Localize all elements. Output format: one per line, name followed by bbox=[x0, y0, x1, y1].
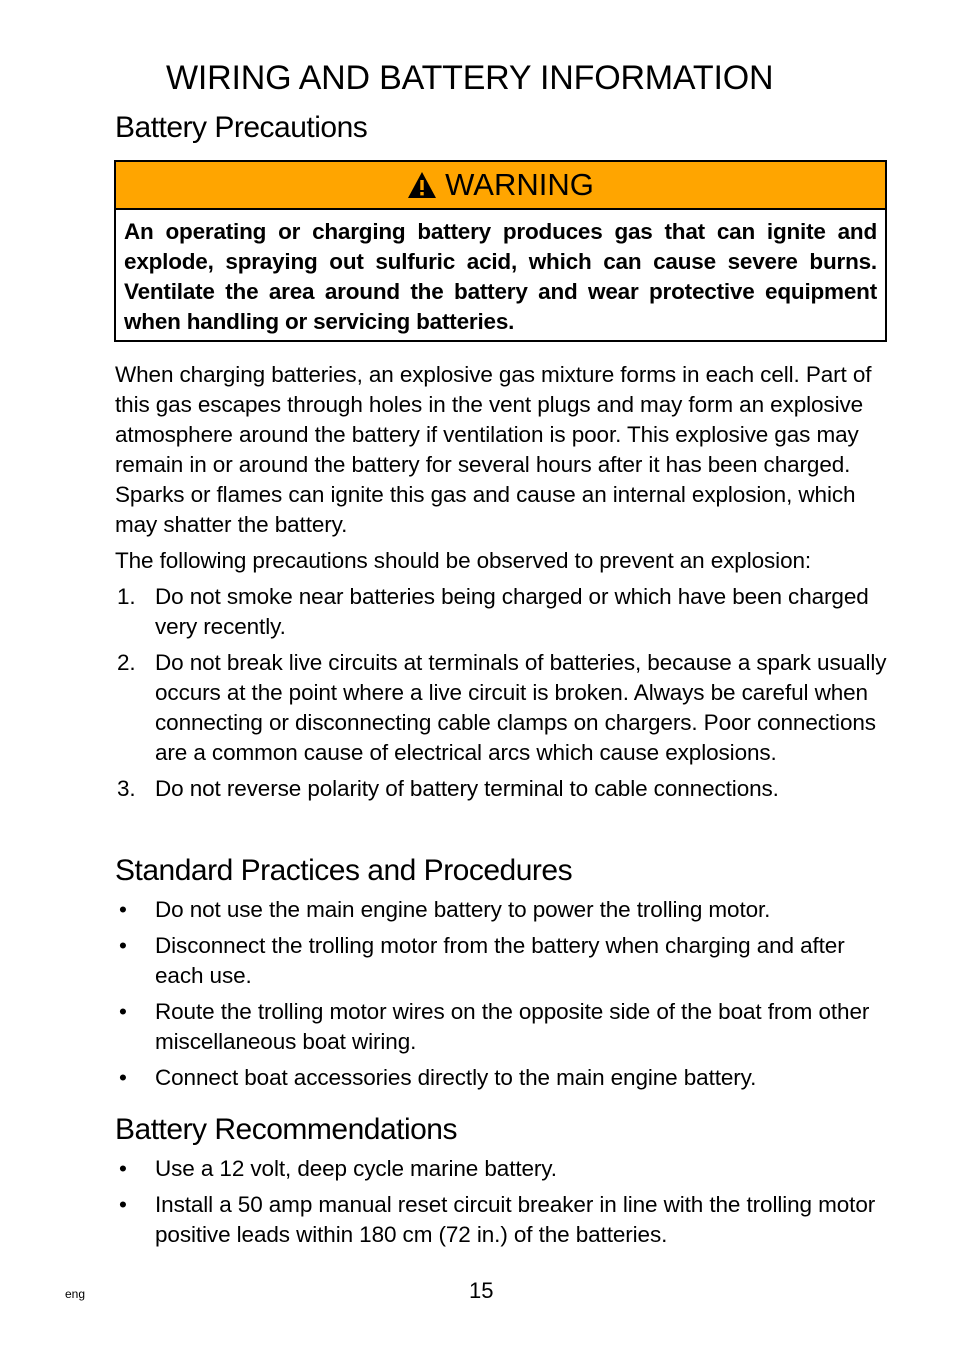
list-item bbox=[115, 648, 890, 768]
list-text: Connect boat accessories directly to the main engine battery. bbox=[155, 1065, 757, 1090]
list-item bbox=[115, 582, 890, 642]
list-text: Do not break live circuits at terminals of batteries, because a spark usually occurs at the point where a live circuit is broken. Always be careful when connecting or disconnecting cable clamps on chargers. Poor connections are a common cause of electrical arcs which cause explosions. bbox=[155, 650, 887, 765]
intro-paragraph: When charging batteries, an explosive gas mixture forms in each cell. Part of this gas escapes through holes in the vent plugs and may form an explosive atmosphere around the battery if ventilation is poor. This explosive gas may remain in or around the battery for several hours after it has been charged. Sparks or flames can ignite this gas and cause an internal explosion, which may shatter the battery. bbox=[115, 362, 872, 537]
list-item bbox=[115, 1063, 890, 1093]
list-item bbox=[115, 1154, 890, 1184]
warning-triangle-icon bbox=[407, 171, 437, 199]
list-item bbox=[115, 774, 890, 804]
standard-practices-list bbox=[115, 895, 890, 1093]
bullet-icon: • bbox=[119, 897, 127, 922]
list-text: Use a 12 volt, deep cycle marine battery. bbox=[155, 1156, 557, 1181]
warning-label: WARNING bbox=[445, 167, 594, 202]
list-text: Install a 50 amp manual reset circuit breaker in line with the trolling motor positive leads within 180 cm (72 in.) of the batteries. bbox=[155, 1192, 876, 1247]
heading-battery-recommendations: Battery Recommendations bbox=[115, 1113, 457, 1146]
list-number: 1. bbox=[117, 584, 136, 609]
page-number: 15 bbox=[469, 1278, 494, 1303]
list-item bbox=[115, 895, 890, 925]
list-item bbox=[115, 1190, 890, 1250]
list-text: Do not use the main engine battery to power the trolling motor. bbox=[155, 897, 771, 922]
precautions-list bbox=[115, 582, 890, 804]
list-item bbox=[115, 997, 890, 1057]
bullet-icon: • bbox=[119, 1065, 127, 1090]
list-number: 2. bbox=[117, 650, 136, 675]
bullet-icon: • bbox=[119, 999, 127, 1024]
list-text: Do not smoke near batteries being charged or which have been charged very recently. bbox=[155, 584, 869, 639]
list-number: 3. bbox=[117, 776, 136, 801]
bullet-icon: • bbox=[119, 1192, 127, 1217]
warning-text: An operating or charging battery produces gas that can ignite and explode, spraying out sulfuric acid, which can cause severe burns. Ventilate the area around the battery and wear protective equipment when handling or servicing batteries. bbox=[124, 219, 877, 334]
list-text: Do not reverse polarity of battery terminal to cable connections. bbox=[155, 776, 779, 801]
list-text: Route the trolling motor wires on the opposite side of the boat from other miscellaneous boat wiring. bbox=[155, 999, 870, 1054]
lead-paragraph: The following precautions should be observed to prevent an explosion: bbox=[115, 548, 812, 573]
page-title: WIRING AND BATTERY INFORMATION bbox=[166, 59, 774, 97]
bullet-icon: • bbox=[119, 1156, 127, 1181]
warning-box bbox=[114, 160, 887, 342]
battery-recommendations-list bbox=[115, 1154, 890, 1250]
heading-standard-practices: Standard Practices and Procedures bbox=[115, 854, 573, 887]
bullet-icon: • bbox=[119, 933, 127, 958]
warning-header bbox=[116, 162, 885, 210]
list-item bbox=[115, 931, 890, 991]
list-text: Disconnect the trolling motor from the battery when charging and after each use. bbox=[155, 933, 845, 988]
heading-battery-precautions: Battery Precautions bbox=[115, 111, 368, 144]
footer-language: eng bbox=[65, 1287, 86, 1301]
